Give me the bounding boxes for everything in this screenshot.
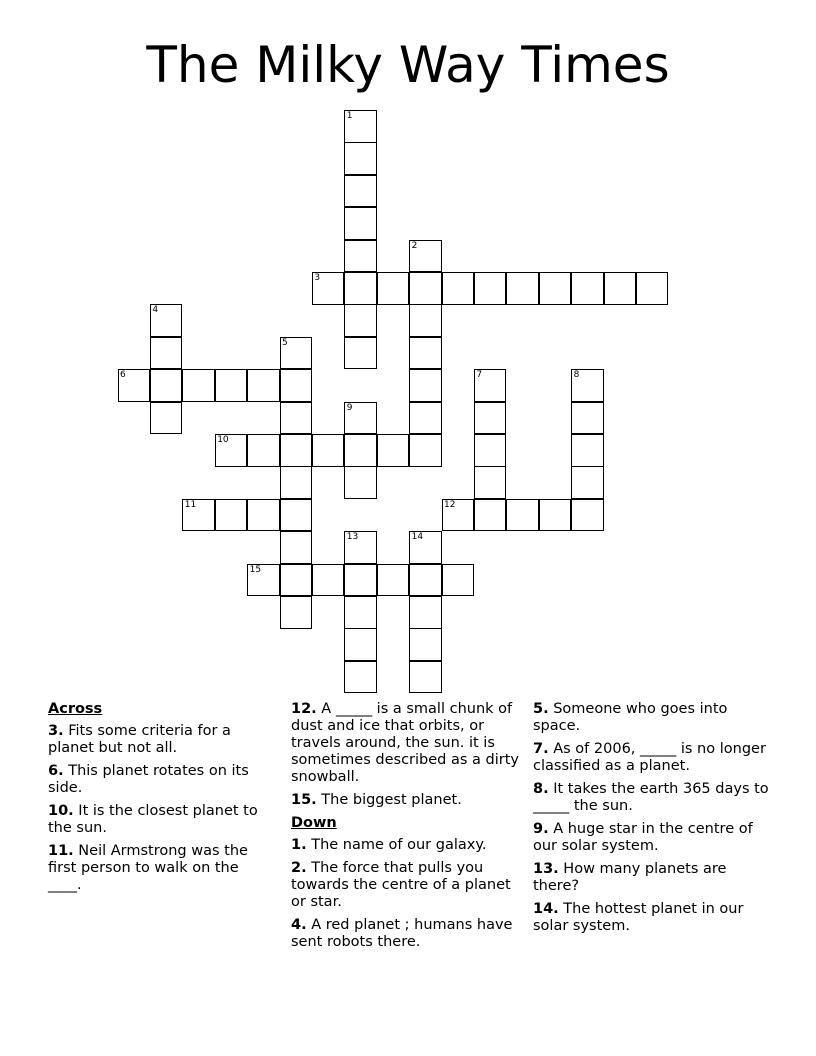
grid-cell[interactable]: [312, 272, 345, 305]
clue-text: How many planets are there?: [533, 861, 727, 894]
grid-cell[interactable]: [344, 304, 377, 337]
grid-cell[interactable]: [377, 564, 410, 597]
grid-cell[interactable]: [280, 466, 313, 499]
clue-text: As of 2006, _____ is no longer classified as a planet.: [533, 741, 766, 774]
grid-cell[interactable]: [539, 272, 572, 305]
clue-item: [533, 701, 769, 735]
grid-cell[interactable]: [409, 661, 442, 694]
grid-cell[interactable]: [247, 564, 280, 597]
cell-number: 6: [120, 370, 126, 381]
clue-item: [533, 741, 769, 775]
grid-cell[interactable]: [409, 337, 442, 370]
clue-number: 14.: [533, 901, 559, 917]
clue-item: [48, 763, 276, 797]
clue-number: 4.: [291, 917, 307, 933]
clue-text: The name of our galaxy.: [306, 837, 487, 853]
grid-cell[interactable]: [571, 369, 604, 402]
grid-cell[interactable]: [636, 272, 669, 305]
clue-item: [533, 901, 769, 935]
grid-cell[interactable]: [474, 434, 507, 467]
clue-text: Someone who goes into space.: [533, 701, 728, 734]
grid-cell[interactable]: [409, 564, 442, 597]
grid-cell[interactable]: [280, 531, 313, 564]
grid-cell[interactable]: [409, 240, 442, 273]
grid-cell[interactable]: [150, 402, 183, 435]
grid-cell[interactable]: [247, 434, 280, 467]
clue-item: [291, 792, 527, 809]
grid-cell[interactable]: [150, 337, 183, 370]
clue-text: The force that pulls you towards the centre of a planet or star.: [291, 860, 511, 910]
clues-column-3: [533, 701, 769, 941]
grid-cell[interactable]: [571, 499, 604, 532]
grid-cell[interactable]: [247, 369, 280, 402]
clues-column-1: [48, 701, 276, 900]
grid-cell[interactable]: [280, 337, 313, 370]
clue-text: It takes the earth 365 days to _____ the sun.: [533, 781, 769, 814]
grid-cell[interactable]: [344, 466, 377, 499]
grid-cell[interactable]: [409, 304, 442, 337]
grid-cell[interactable]: [409, 531, 442, 564]
grid-cell[interactable]: [344, 142, 377, 175]
grid-cell[interactable]: [344, 110, 377, 143]
cell-number: 1: [346, 111, 353, 121]
grid-cell[interactable]: [344, 175, 377, 208]
grid-cell[interactable]: [604, 272, 637, 305]
grid-cell[interactable]: [280, 369, 313, 402]
grid-cell[interactable]: [118, 369, 151, 402]
across-clue-list-continued: [291, 701, 527, 809]
grid-cell[interactable]: [215, 434, 248, 467]
grid-cell[interactable]: [280, 564, 313, 597]
grid-cell[interactable]: [344, 434, 377, 467]
grid-cell[interactable]: [409, 272, 442, 305]
clue-item: [533, 821, 769, 855]
clue-number: 5.: [533, 701, 549, 717]
grid-cell[interactable]: [280, 402, 313, 435]
grid-cell[interactable]: [409, 628, 442, 661]
clue-number: 12.: [291, 701, 317, 717]
clue-text: Neil Armstrong was the first person to walk on the ____.: [48, 843, 248, 893]
grid-cell[interactable]: [344, 207, 377, 240]
clue-item: [291, 860, 527, 911]
clue-text: A huge star in the centre of our solar system.: [533, 821, 753, 854]
grid-cell[interactable]: [344, 240, 377, 273]
grid-cell[interactable]: [409, 434, 442, 467]
clue-number: 11.: [48, 843, 74, 859]
grid-cell[interactable]: [474, 369, 507, 402]
grid-cell[interactable]: [344, 272, 377, 305]
down-heading: Down: [291, 815, 337, 831]
cell-number: 2: [411, 240, 418, 251]
clue-item: [533, 781, 769, 815]
grid-cell[interactable]: [506, 499, 539, 532]
clue-number: 3.: [48, 723, 64, 739]
cell-number: 14: [411, 532, 424, 543]
across-clue-list: [48, 723, 276, 894]
clue-number: 10.: [48, 803, 74, 819]
grid-cell[interactable]: [571, 466, 604, 499]
across-heading: Across: [48, 701, 103, 717]
grid-cell[interactable]: [409, 402, 442, 435]
down-clue-list-continued: [533, 701, 769, 935]
cell-number: 10: [217, 435, 229, 445]
grid-cell[interactable]: [215, 369, 248, 402]
grid-cell[interactable]: [377, 272, 410, 305]
grid-cell[interactable]: [474, 402, 507, 435]
grid-cell[interactable]: [344, 564, 377, 597]
down-clue-list: [291, 837, 527, 951]
clues-column-2: [291, 701, 527, 957]
grid-cell[interactable]: [571, 402, 604, 435]
clue-text: It is the closest planet to the sun.: [48, 803, 258, 836]
grid-cell[interactable]: [344, 661, 377, 694]
grid-cell[interactable]: [442, 499, 475, 532]
puzzle-title: The Milky Way Times: [146, 36, 670, 94]
grid-cell[interactable]: [571, 434, 604, 467]
clue-number: 2.: [291, 860, 307, 876]
cell-number: 15: [249, 564, 262, 575]
clue-text: Fits some criteria for a planet but not all.: [48, 723, 231, 756]
grid-cell[interactable]: [150, 369, 183, 402]
cell-number: 12: [444, 499, 456, 510]
clue-text: This planet rotates on its side.: [48, 763, 249, 796]
clue-item: [291, 701, 527, 786]
grid-cell[interactable]: [150, 304, 183, 337]
grid-cell[interactable]: [409, 596, 442, 629]
cell-number: 8: [573, 370, 580, 381]
clue-number: 1.: [291, 837, 307, 853]
cell-number: 11: [184, 499, 197, 510]
grid-cell[interactable]: [344, 531, 377, 564]
grid-cell[interactable]: [539, 499, 572, 532]
grid-cell[interactable]: [344, 337, 377, 370]
clue-item: [48, 803, 276, 837]
grid-cell[interactable]: [312, 564, 345, 597]
cell-number: 3: [314, 273, 321, 283]
cell-number: 7: [476, 370, 483, 381]
clue-item: [48, 723, 276, 757]
grid-cell[interactable]: [506, 272, 539, 305]
grid-cell[interactable]: [247, 499, 280, 532]
clue-item: [291, 837, 527, 854]
cell-number: 4: [152, 305, 159, 316]
grid-cell[interactable]: [344, 628, 377, 661]
grid-cell[interactable]: [280, 596, 313, 629]
cell-number: 5: [282, 337, 288, 348]
clue-number: 15.: [291, 792, 317, 808]
clue-item: [533, 861, 769, 895]
grid-cell[interactable]: [474, 466, 507, 499]
clue-item: [291, 917, 527, 951]
grid-cell[interactable]: [377, 434, 410, 467]
grid-cell[interactable]: [409, 369, 442, 402]
clue-number: 7.: [533, 741, 549, 757]
grid-cell[interactable]: [442, 272, 475, 305]
cell-number: 9: [346, 402, 353, 413]
cell-number: 13: [346, 532, 359, 543]
clue-text: The biggest planet.: [316, 792, 462, 808]
grid-cell[interactable]: [215, 499, 248, 532]
clue-text: The hottest planet in our solar system.: [533, 901, 744, 934]
clue-number: 13.: [533, 861, 559, 877]
clue-number: 6.: [48, 763, 64, 779]
clue-item: [48, 843, 276, 894]
grid-cell[interactable]: [344, 402, 377, 435]
grid-cell[interactable]: [571, 272, 604, 305]
grid-cell[interactable]: [182, 499, 215, 532]
grid-cell[interactable]: [312, 434, 345, 467]
grid-cell[interactable]: [182, 369, 215, 402]
grid-cell[interactable]: [474, 499, 507, 532]
clue-number: 9.: [533, 821, 549, 837]
grid-cell[interactable]: [344, 596, 377, 629]
clue-text: A red planet ; humans have sent robots there.: [291, 917, 513, 950]
grid-cell[interactable]: [280, 499, 313, 532]
grid-cell[interactable]: [280, 434, 313, 467]
clue-number: 8.: [533, 781, 549, 797]
grid-cell[interactable]: [474, 272, 507, 305]
grid-cell[interactable]: [442, 564, 475, 597]
clue-text: A _____ is a small chunk of dust and ice that orbits, or travels around, the sun. it is sometimes described as a dirty snowball.: [291, 701, 519, 785]
